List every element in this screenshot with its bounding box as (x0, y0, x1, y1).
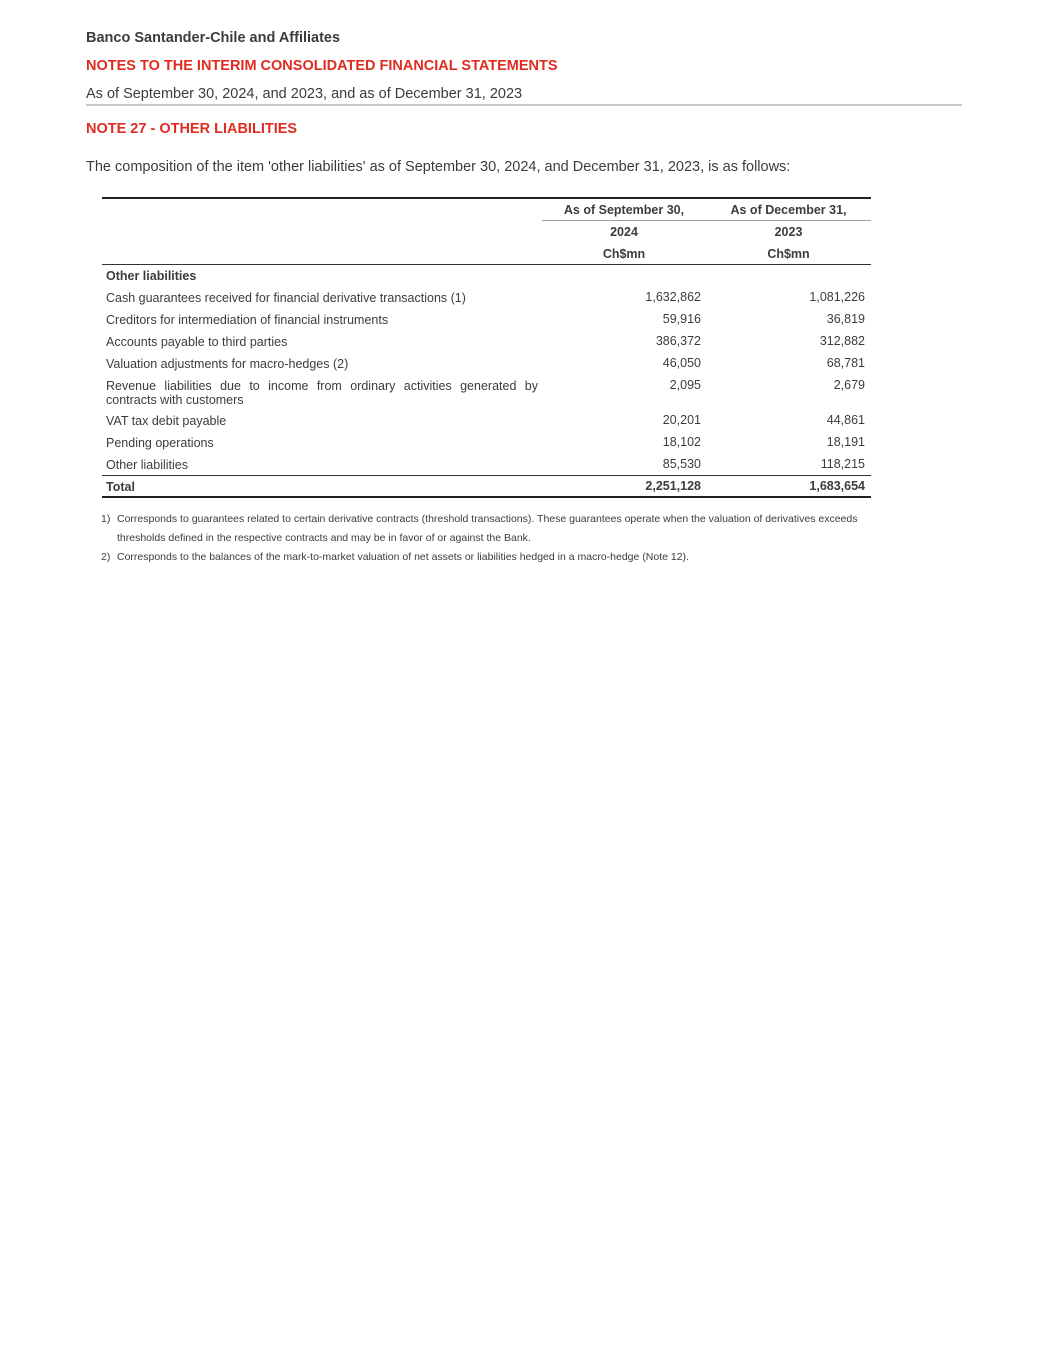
note-title: NOTE 27 - OTHER LIABILITIES (86, 121, 298, 137)
row-label: Accounts payable to third parties (106, 335, 288, 349)
row-value-2023: 18,191 (826, 435, 865, 449)
footnote-text: Corresponds to guarantees related to certain derivative contracts (threshold transactions). These guarantees operate when the valuation of derivatives exceeds thresholds defined in the respective contracts and may be in favor of or against the Bank. (117, 513, 858, 544)
notes-title: NOTES TO THE INTERIM CONSOLIDATED FINANCIAL STATEMENTS (86, 58, 558, 74)
row-value-2024: 18,102 (662, 435, 701, 449)
row-label: Other liabilities (106, 458, 188, 472)
col1-header: As of September 30, (563, 203, 685, 217)
footnote-marker: 2) (101, 551, 111, 563)
header-bottom-rule (102, 264, 871, 265)
header-divider (86, 104, 962, 106)
row-label: VAT tax debit payable (106, 414, 227, 428)
section-label: Other liabilities (106, 269, 197, 283)
footnote-text: Corresponds to the balances of the mark-to-market valuation of net assets or liabilities hedged in a macro-hedge (Note 12). (117, 551, 689, 563)
row-value-2024: 386,372 (655, 334, 701, 348)
total-label: Total (106, 480, 135, 494)
row-value-2023: 44,861 (826, 413, 865, 427)
table-top-rule (102, 197, 871, 199)
col1-year: 2024 (610, 225, 638, 239)
company-name: Banco Santander-Chile and Affiliates (86, 30, 341, 46)
total-top-rule (102, 475, 871, 476)
row-value-2024: 20,201 (662, 413, 701, 427)
row-label: Creditors for intermediation of financial instruments (106, 313, 389, 327)
col2-unit: Ch$mn (767, 247, 810, 261)
row-value-2023: 118,215 (820, 457, 865, 471)
table-bottom-rule (102, 496, 871, 498)
col1-unit: Ch$mn (602, 247, 646, 261)
footnote-1 (101, 510, 882, 548)
row-value-2024: 2,095 (669, 378, 701, 392)
col2-year: 2023 (774, 225, 803, 239)
row-value-2023: 68,781 (826, 356, 865, 370)
row-value-2023: 2,679 (833, 378, 865, 392)
row-value-2023: 1,081,226 (809, 290, 865, 304)
row-value-2024: 1,632,862 (645, 290, 701, 304)
footnote-2 (101, 548, 882, 567)
row-value-2024: 85,530 (662, 457, 701, 471)
col2-header: As of December 31, (730, 203, 847, 217)
footnote-marker: 1) (101, 513, 111, 525)
row-value-2024: 46,050 (662, 356, 701, 370)
note-intro: The composition of the item 'other liabilities' as of September 30, 2024, and December 31, 2023, is as follows: (86, 159, 791, 175)
row-value-2023: 312,882 (819, 334, 865, 348)
row-value-2023: 36,819 (826, 312, 865, 326)
row-label: Valuation adjustments for macro-hedges (2) (106, 357, 349, 371)
row-label: Pending operations (106, 436, 214, 450)
header-sub-rule (542, 220, 871, 221)
as-of-dates: As of September 30, 2024, and 2023, and as of December 31, 2023 (86, 86, 523, 102)
row-label: Cash guarantees received for financial derivative transactions (1) (106, 291, 466, 305)
total-value-2024: 2,251,128 (645, 479, 701, 493)
row-label: Revenue liabilities due to income from ordinary activities generated by contracts with customers (106, 379, 538, 407)
row-value-2024: 59,916 (662, 312, 701, 326)
total-value-2023: 1,683,654 (809, 479, 865, 493)
